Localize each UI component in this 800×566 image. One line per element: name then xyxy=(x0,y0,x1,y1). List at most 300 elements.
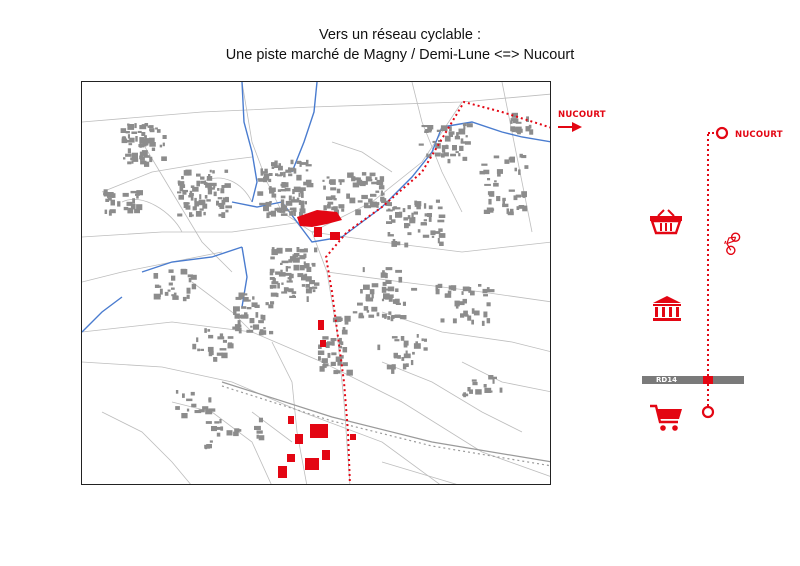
building xyxy=(181,269,186,274)
building xyxy=(259,418,263,423)
building xyxy=(488,199,491,205)
building xyxy=(445,136,451,142)
building xyxy=(289,211,291,216)
building xyxy=(220,333,223,336)
building xyxy=(271,293,278,297)
building xyxy=(436,289,440,295)
building xyxy=(182,393,185,398)
building xyxy=(462,394,468,397)
building xyxy=(300,161,302,167)
building xyxy=(284,206,287,210)
building xyxy=(275,208,281,211)
building xyxy=(483,294,488,296)
building xyxy=(372,293,374,299)
building xyxy=(277,283,280,289)
building xyxy=(127,161,131,164)
building xyxy=(263,206,269,211)
building xyxy=(198,201,204,203)
building xyxy=(488,191,491,195)
building xyxy=(425,129,431,133)
building xyxy=(392,336,398,338)
building xyxy=(104,189,108,194)
building xyxy=(266,202,272,207)
building xyxy=(427,213,432,217)
building xyxy=(252,296,254,299)
building xyxy=(342,330,348,335)
building xyxy=(338,179,344,182)
building xyxy=(203,212,205,215)
building xyxy=(196,211,202,217)
building xyxy=(515,168,518,172)
building xyxy=(487,178,490,180)
building xyxy=(372,283,379,287)
building xyxy=(222,200,226,205)
building xyxy=(281,213,288,216)
building xyxy=(239,293,245,298)
building xyxy=(152,148,155,151)
building xyxy=(202,406,208,409)
building xyxy=(493,183,499,187)
building xyxy=(368,315,374,318)
building xyxy=(157,286,161,288)
building xyxy=(367,310,369,313)
building xyxy=(516,122,522,124)
building xyxy=(217,188,219,191)
building xyxy=(285,248,292,252)
building xyxy=(200,208,204,210)
destination-arrow-icon xyxy=(556,120,586,134)
building xyxy=(300,187,306,191)
building xyxy=(459,129,466,135)
building xyxy=(439,215,446,219)
building xyxy=(397,355,401,359)
building xyxy=(484,388,491,393)
building xyxy=(138,131,142,133)
building xyxy=(131,132,137,135)
building xyxy=(423,235,429,238)
building xyxy=(279,163,282,169)
building xyxy=(422,338,424,341)
building xyxy=(502,198,506,201)
building xyxy=(347,370,353,376)
building xyxy=(483,312,487,318)
building xyxy=(327,176,330,178)
building xyxy=(182,190,188,192)
building xyxy=(456,305,459,308)
building xyxy=(259,435,265,440)
building xyxy=(333,198,336,200)
building xyxy=(274,161,277,167)
building xyxy=(281,199,284,205)
building xyxy=(322,358,328,363)
building xyxy=(327,204,331,209)
building xyxy=(370,194,376,197)
building xyxy=(424,219,427,221)
route-diagram xyxy=(600,100,800,450)
building xyxy=(417,201,422,206)
building xyxy=(207,329,210,332)
building xyxy=(250,326,252,328)
building xyxy=(176,390,178,394)
building xyxy=(353,311,358,313)
building xyxy=(399,277,403,283)
building xyxy=(463,311,468,317)
building xyxy=(123,157,125,159)
building xyxy=(301,162,306,165)
building xyxy=(401,357,404,361)
building xyxy=(107,192,114,198)
building xyxy=(212,170,215,173)
shopping-basket-icon xyxy=(650,210,682,233)
building xyxy=(183,297,187,301)
building xyxy=(489,195,492,197)
building xyxy=(330,187,336,190)
building xyxy=(280,211,285,213)
route-end-marker xyxy=(703,407,713,417)
building xyxy=(414,201,417,205)
building xyxy=(529,129,533,134)
building xyxy=(216,201,219,206)
building xyxy=(134,209,140,213)
building xyxy=(370,173,376,177)
building xyxy=(228,336,234,339)
building xyxy=(301,193,304,198)
building xyxy=(291,160,294,165)
building xyxy=(385,280,391,284)
building xyxy=(257,191,263,196)
building xyxy=(271,212,275,215)
building xyxy=(192,284,196,290)
building xyxy=(299,193,301,197)
building xyxy=(305,201,308,204)
building xyxy=(289,274,292,278)
building xyxy=(358,177,361,181)
river xyxy=(82,82,551,332)
building xyxy=(361,195,368,199)
building xyxy=(388,232,391,237)
building xyxy=(521,155,526,158)
building xyxy=(247,307,252,309)
building xyxy=(364,205,367,208)
building xyxy=(263,327,265,329)
building xyxy=(117,201,120,206)
building xyxy=(467,123,473,127)
building xyxy=(208,335,213,339)
building xyxy=(171,276,175,281)
building xyxy=(277,248,283,254)
building xyxy=(333,370,338,374)
building xyxy=(225,183,231,188)
building xyxy=(463,299,468,304)
building xyxy=(438,207,443,210)
building xyxy=(217,353,223,356)
building xyxy=(275,271,280,274)
building xyxy=(450,154,456,157)
building xyxy=(484,384,487,388)
building xyxy=(105,199,109,202)
route-start-marker xyxy=(717,128,727,138)
building xyxy=(504,159,509,164)
building xyxy=(131,191,138,193)
building xyxy=(200,349,204,351)
building xyxy=(467,387,470,391)
building xyxy=(127,124,129,126)
building xyxy=(270,269,275,273)
building xyxy=(327,341,333,345)
building xyxy=(272,166,275,169)
building xyxy=(181,413,187,418)
building xyxy=(426,154,428,158)
building xyxy=(322,180,324,182)
building xyxy=(483,170,489,175)
building xyxy=(492,377,497,379)
building xyxy=(210,440,213,442)
building xyxy=(246,330,253,333)
building xyxy=(472,382,477,385)
building xyxy=(294,265,300,271)
building xyxy=(494,156,500,159)
building xyxy=(283,172,286,178)
building xyxy=(211,426,217,431)
building xyxy=(403,217,408,220)
building xyxy=(183,184,186,188)
building xyxy=(406,351,408,355)
building xyxy=(187,288,191,294)
building xyxy=(288,259,292,263)
building xyxy=(253,324,259,329)
building xyxy=(493,379,495,384)
building xyxy=(405,223,410,226)
building xyxy=(260,330,267,335)
building xyxy=(393,206,397,209)
building xyxy=(186,399,192,402)
building xyxy=(105,210,108,214)
building xyxy=(142,140,148,145)
building xyxy=(210,170,212,173)
building xyxy=(208,408,215,411)
building xyxy=(174,293,177,296)
building xyxy=(225,210,228,213)
building xyxy=(191,392,195,396)
building xyxy=(411,213,413,218)
building xyxy=(461,141,466,143)
building xyxy=(393,299,397,304)
building xyxy=(142,150,148,156)
building xyxy=(323,363,329,366)
building xyxy=(161,156,167,161)
building xyxy=(223,340,227,343)
building xyxy=(307,183,314,187)
building xyxy=(441,153,445,157)
building xyxy=(149,138,155,143)
building xyxy=(236,297,242,300)
building xyxy=(127,202,133,206)
building xyxy=(411,360,413,365)
building xyxy=(326,196,332,200)
building xyxy=(258,178,264,180)
building xyxy=(484,184,491,186)
building xyxy=(517,206,520,210)
title-line-1: Vers un réseau cyclable : xyxy=(318,27,481,43)
building xyxy=(414,212,418,215)
building xyxy=(148,126,152,128)
building xyxy=(355,209,361,215)
building xyxy=(481,164,487,166)
building xyxy=(351,176,355,181)
building xyxy=(188,195,193,198)
building xyxy=(432,236,434,238)
building xyxy=(307,296,309,302)
building xyxy=(296,175,301,181)
building xyxy=(192,344,196,350)
building xyxy=(318,356,321,360)
building xyxy=(377,345,380,351)
building xyxy=(157,129,161,133)
building xyxy=(470,291,475,296)
building xyxy=(403,302,406,306)
building xyxy=(269,331,273,334)
building xyxy=(280,270,282,273)
building xyxy=(407,232,411,235)
building xyxy=(331,362,336,366)
building xyxy=(270,301,274,304)
building xyxy=(206,421,212,424)
building xyxy=(509,190,515,192)
building xyxy=(342,362,348,366)
building xyxy=(358,200,363,202)
building xyxy=(382,314,387,318)
building xyxy=(289,296,296,298)
building xyxy=(154,273,159,279)
building xyxy=(214,421,219,423)
building xyxy=(239,328,242,334)
building xyxy=(437,220,444,223)
building xyxy=(129,143,133,145)
building xyxy=(483,289,488,293)
building xyxy=(377,202,380,205)
building xyxy=(199,409,205,412)
building xyxy=(453,318,457,323)
bank-icon xyxy=(653,296,681,321)
building xyxy=(205,195,208,199)
building xyxy=(243,297,248,302)
building xyxy=(497,169,503,174)
building xyxy=(225,170,229,173)
building xyxy=(220,348,227,350)
building xyxy=(367,179,373,181)
building xyxy=(280,172,283,176)
building xyxy=(462,291,464,295)
building xyxy=(200,177,204,180)
building xyxy=(219,419,221,423)
building xyxy=(220,188,224,193)
building xyxy=(257,435,259,439)
building xyxy=(299,255,305,259)
building xyxy=(206,199,211,201)
building xyxy=(181,176,184,179)
building xyxy=(436,200,440,203)
building xyxy=(208,397,211,402)
building xyxy=(441,318,445,322)
building xyxy=(197,349,200,352)
building xyxy=(194,198,197,202)
building xyxy=(163,143,165,147)
building xyxy=(245,293,248,295)
building xyxy=(522,206,527,212)
building xyxy=(259,203,266,206)
shopping-cart-icon xyxy=(650,406,682,431)
building xyxy=(175,406,180,410)
building xyxy=(422,125,428,127)
building xyxy=(371,307,377,312)
building xyxy=(132,198,135,203)
building xyxy=(382,299,384,302)
building xyxy=(221,185,224,188)
building xyxy=(341,341,344,345)
building xyxy=(294,211,296,216)
building xyxy=(204,328,207,333)
building xyxy=(322,336,328,339)
building xyxy=(192,214,194,216)
building xyxy=(292,291,297,294)
building xyxy=(395,315,401,318)
building xyxy=(288,174,292,177)
building xyxy=(261,172,264,176)
building xyxy=(263,315,266,321)
building xyxy=(211,183,217,186)
building xyxy=(294,168,297,173)
building xyxy=(149,128,154,131)
building xyxy=(452,145,457,151)
building xyxy=(329,181,332,184)
building xyxy=(344,316,350,322)
building xyxy=(281,291,287,293)
building xyxy=(386,267,393,270)
building xyxy=(285,188,291,191)
building xyxy=(524,165,528,169)
building xyxy=(214,192,217,197)
map-destination-label: NUCOURT xyxy=(558,110,606,120)
building xyxy=(379,185,385,189)
building xyxy=(125,154,132,157)
building xyxy=(306,169,309,171)
town-map[interactable] xyxy=(81,81,551,485)
building xyxy=(182,192,186,195)
building xyxy=(341,209,344,212)
building xyxy=(395,288,398,292)
building xyxy=(268,179,271,182)
building xyxy=(314,248,317,253)
building xyxy=(309,287,312,290)
building xyxy=(109,210,112,215)
building xyxy=(269,188,276,190)
building xyxy=(449,131,455,134)
building xyxy=(475,389,482,394)
building xyxy=(338,204,344,208)
building xyxy=(227,430,233,435)
building xyxy=(412,352,415,355)
building xyxy=(404,341,409,346)
building xyxy=(331,352,336,355)
building xyxy=(491,208,494,210)
building xyxy=(357,303,363,306)
building xyxy=(217,336,224,339)
building xyxy=(140,144,147,146)
building xyxy=(490,391,492,393)
building xyxy=(177,191,181,193)
building xyxy=(386,210,393,212)
building xyxy=(403,364,406,370)
